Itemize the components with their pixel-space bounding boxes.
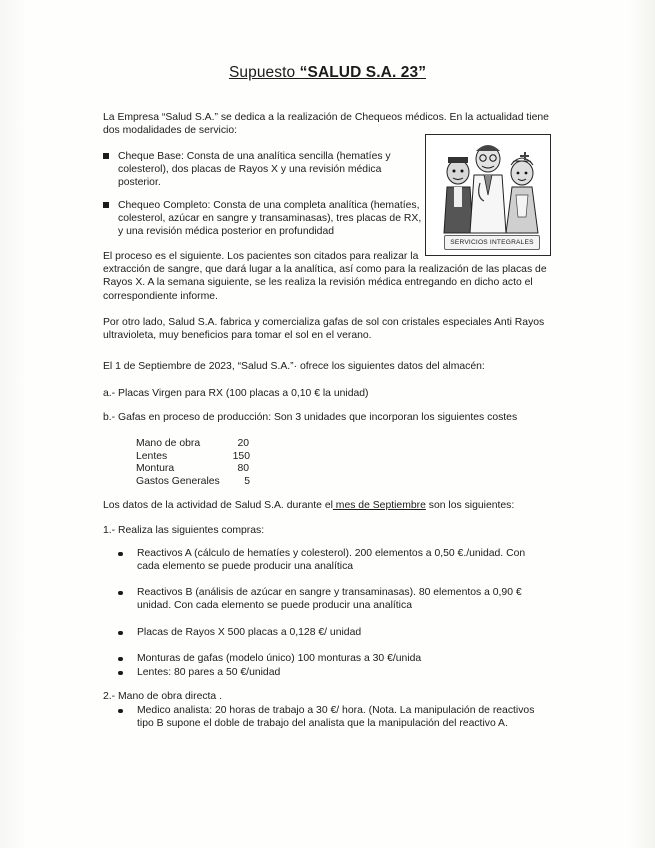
process-line: Rayos X. A la semana siguiente, se les realiza la revisión médica entregando en dicho acto el: [103, 277, 533, 289]
purchase-line: Placas de Rayos X 500 placas a 0,128 €/ unidad: [137, 627, 362, 638]
service-line: posterior.: [118, 177, 161, 189]
warehouse-item-a: a.- Placas Virgen para RX (100 placas a 0,10 € la unidad): [103, 388, 369, 399]
sunglasses-line: ultravioleta, muy beneficios para tomar el sol en el verano.: [103, 330, 372, 342]
purchase-line: Reactivos B (análisis de azúcar en sangre y transaminasas). 80 elementos a 0,90 €: [137, 587, 522, 598]
section-2-heading: 2.- Mano de obra directa .: [103, 691, 222, 702]
cost-value: 5: [244, 475, 250, 487]
cartoon-doctor-icon: [470, 145, 506, 233]
bullet-dot-icon: [118, 552, 123, 557]
activity-before: Los datos de la actividad de Salud S.A. durante el: [103, 500, 333, 511]
bullet-dot-icon: [118, 657, 123, 662]
intro-line: La Empresa “Salud S.A.” se dedica a la realización de Chequeos médicos. En la actualidad tiene: [103, 112, 549, 123]
process-line: correspondiente informe.: [103, 290, 218, 302]
sunglasses-line: Por otro lado, Salud S.A. fabrica y comercializa gafas de sol con cristales especiales Anti Rayos: [103, 317, 545, 328]
square-bullet-icon: [103, 202, 109, 208]
costs-table: [136, 438, 266, 488]
cost-row: [136, 438, 266, 451]
services-banner: SERVICIOS INTEGRALES: [444, 235, 540, 250]
cost-value: 150: [232, 450, 250, 462]
process-paragraph: [103, 250, 547, 303]
activity-after: son los siguientes:: [425, 500, 515, 511]
cost-row: [136, 463, 266, 476]
intro-line: dos modalidades de servicio:: [103, 125, 237, 137]
cost-row: [136, 476, 266, 489]
activity-underlined: mes de Septiembre: [332, 500, 426, 511]
cartoon-nurse-icon: [506, 152, 538, 233]
cost-label: Mano de obra: [136, 438, 201, 449]
cost-label: Montura: [136, 463, 175, 475]
bullet-dot-icon: [118, 671, 123, 676]
purchase-line: Lentes: 80 pares a 50 €/unidad: [137, 667, 281, 678]
service-line: y una revisión médica posterior en profundidad: [118, 226, 335, 238]
service-line: Cheque Base: Consta de una analítica sencilla (hematíes y: [118, 151, 391, 162]
bullet-dot-icon: [118, 591, 123, 596]
purchase-line: cada elemento se puede producir una analítica: [137, 561, 354, 573]
cartoon-man-left-icon: [444, 157, 473, 233]
services-illustration: [425, 134, 551, 256]
cost-value: 20: [237, 438, 249, 449]
activity-intro: [103, 499, 514, 512]
warehouse-intro: El 1 de Septiembre de 2023, “Salud S.A.”· ofrece los siguientes datos del almacén:: [103, 361, 485, 372]
service-line: Chequeo Completo: Consta de una completa analítica (hematíes,: [118, 200, 420, 211]
title-prefix: Supuesto: [228, 64, 300, 81]
warehouse-item-b: b.- Gafas en proceso de producción: Son 3 unidades que incorporan los siguientes costes: [103, 412, 518, 423]
square-bullet-icon: [103, 153, 109, 159]
process-line: El proceso es el siguiente. Los pacientes son citados para realizar la: [103, 251, 419, 262]
cost-row: [136, 451, 266, 464]
process-line: extracción de sangre, que dará lugar a la analítica, así como para la realización de las placas de: [103, 264, 547, 276]
purchase-line: Monturas de gafas (modelo único) 100 monturas a 30 €/unida: [137, 653, 422, 664]
cost-label: Lentes: [136, 450, 168, 462]
cost-label: Gastos Generales: [136, 475, 220, 487]
page-title: [0, 64, 655, 82]
title-bold: “SALUD S.A. 23”: [299, 64, 427, 81]
purchase-line: unidad. Con cada elemento se puede producir una analítica: [137, 600, 412, 612]
labor-line: tipo B supone el doble de trabajo del analista que la manipulación del reactivo A.: [137, 718, 508, 730]
bullet-dot-icon: [118, 709, 123, 714]
purchase-line: Reactivos A (cálculo de hematíes y colesterol). 200 elementos a 0,50 €./unidad. Con: [137, 548, 526, 559]
cost-value: 80: [237, 463, 249, 475]
service-line: colesterol, azúcar en sangre y transaminasas), tres placas de RX,: [118, 213, 422, 225]
section-1-heading: 1.- Realiza las siguientes compras:: [103, 525, 265, 536]
sunglasses-paragraph: [103, 316, 544, 342]
service-line: colesterol), dos placas de Rayos X y una revisión médica: [118, 164, 382, 176]
bullet-dot-icon: [118, 631, 123, 636]
cartoon-staff-image: [426, 135, 550, 239]
labor-line: Medico analista: 20 horas de trabajo a 30 €/ hora. (Nota. La manipulación de reactivos: [137, 705, 535, 716]
